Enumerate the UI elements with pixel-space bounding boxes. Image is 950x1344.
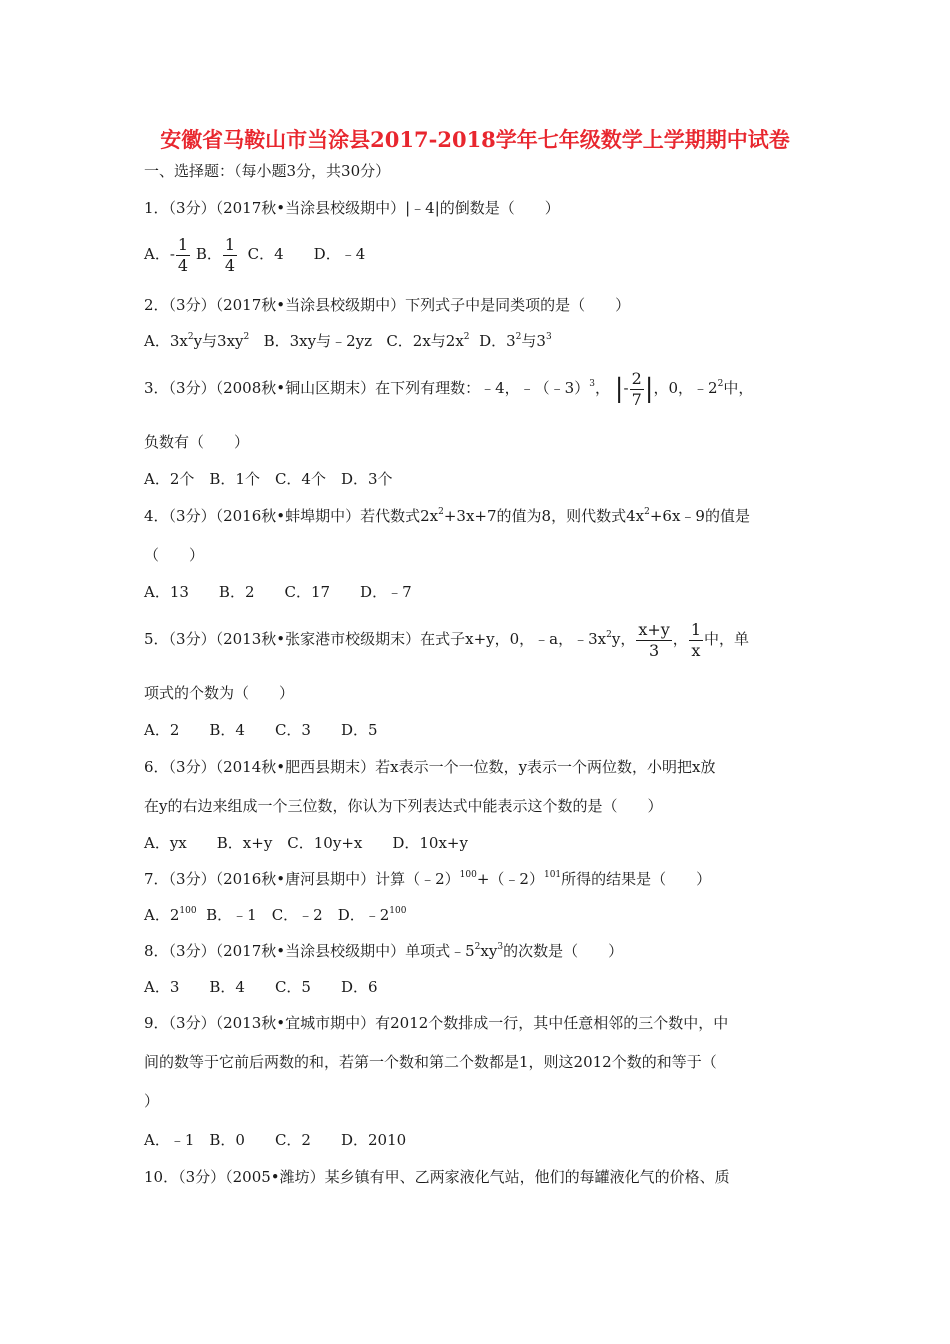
options-b-c-d: B．﹣1 C．﹣2 D．﹣2 bbox=[206, 906, 390, 924]
question-7-stem bbox=[144, 869, 711, 892]
question-6-stem-continued: 在y的右边来组成一个三位数，你认为下列表达式中能表示这个数的是（ ） bbox=[144, 797, 663, 815]
option-d-text: 与3 bbox=[521, 332, 546, 350]
exponent: 101 bbox=[543, 870, 562, 880]
fraction-one-quarter bbox=[223, 236, 237, 275]
exponent: 2 bbox=[463, 332, 470, 342]
option-b-label: B． bbox=[195, 245, 222, 263]
options-c-d: C．4 D．﹣4 bbox=[247, 245, 366, 263]
question-6-stem: 6．（3分）（2014秋•肥西县期末）若x表示一个一位数，y表示一个两位数，小明把x放 bbox=[144, 758, 716, 776]
fraction-numerator: x+y bbox=[638, 619, 670, 639]
exponent: 2 bbox=[474, 942, 481, 952]
stem-text: 5．（3分）（2013秋•张家港市校级期末）在式子x+y，0，﹣a，﹣3x bbox=[144, 630, 607, 648]
minus-sign: - bbox=[623, 379, 629, 397]
question-5-options: A．2 B．4 C．3 D．5 bbox=[144, 721, 378, 739]
stem-text: 7．（3分）（2016秋•唐河县期中）计算（﹣2） bbox=[144, 870, 460, 888]
question-10-stem: 10．（3分）（2005•潍坊）某乡镇有甲、乙两家液化气站，他们的每罐液化气的价格、质 bbox=[144, 1168, 730, 1186]
option-d-text: D．3 bbox=[479, 332, 516, 350]
fraction-one-quarter bbox=[176, 236, 190, 275]
question-5-stem: 5．（3分）（2013秋•张家港市校级期末）在式子x+y，0，﹣a，$﹣3x^2y$， $\frac{x+y}{3}$ ， $\frac{1}{x}$ 中，单 bbox=[144, 619, 750, 660]
question-9-options: A．﹣1 B．0 C．2 D．2010 bbox=[144, 1131, 407, 1149]
minus-sign: - bbox=[169, 245, 175, 263]
exponent: 2 bbox=[515, 332, 522, 342]
fraction-two-sevenths bbox=[630, 370, 644, 409]
question-4-stem bbox=[144, 506, 750, 529]
exponent: 3 bbox=[545, 332, 552, 342]
fraction-denominator: x bbox=[691, 640, 701, 660]
stem-text: 中，单 bbox=[704, 630, 750, 648]
question-7-options bbox=[144, 905, 406, 928]
stem-text: xy bbox=[480, 942, 498, 960]
question-2-stem: 2．（3分）（2017秋•当涂县校级期中）下列式子中是同类项的是（ ） bbox=[144, 296, 631, 314]
question-9-stem-continued: 间的数等于它前后两数的和，若第一个数和第二个数都是1，则这2012个数的和等于（ bbox=[144, 1053, 717, 1071]
option-a-text: A．3x bbox=[144, 332, 188, 350]
fraction-numerator: 1 bbox=[224, 234, 236, 254]
stem-text: +6x﹣9的值是 bbox=[649, 507, 750, 525]
question-8-options: A．3 B．4 C．5 D．6 bbox=[144, 978, 378, 996]
option-a-label: A． bbox=[144, 245, 170, 263]
question-1-stem: 1．（3分）（2017秋•当涂县校级期中）|﹣4|的倒数是（ ） bbox=[144, 199, 560, 217]
fraction-denominator: 3 bbox=[648, 640, 660, 660]
question-8-stem bbox=[144, 941, 623, 964]
question-5-stem-continued: 项式的个数为（ ） bbox=[144, 684, 295, 702]
exponent: 2 bbox=[438, 507, 444, 517]
stem-text: 所得的结果是（ ） bbox=[561, 870, 712, 888]
fraction-denominator: 4 bbox=[224, 255, 236, 275]
stem-text: ，0，﹣2 bbox=[653, 379, 718, 397]
question-6-options: A．yx B．x+y C．10y+x D．10x+y bbox=[144, 834, 468, 852]
exponent: 100 bbox=[389, 906, 407, 916]
exponent: 2 bbox=[243, 332, 250, 342]
question-2-options bbox=[144, 331, 552, 354]
fraction-one-over-x bbox=[689, 621, 703, 660]
stem-text: +（﹣2） bbox=[476, 870, 544, 888]
section-heading: 一、选择题：（每小题3分，共30分） bbox=[144, 162, 391, 180]
question-3-stem-continued: 负数有（ ） bbox=[144, 433, 250, 451]
exponent: 2 bbox=[187, 332, 194, 342]
question-9-stem: 9．（3分）（2013秋•宜城市期中）有2012个数排成一行，其中任意相邻的三个数中，中 bbox=[144, 1014, 729, 1032]
fraction-denominator: 4 bbox=[177, 255, 189, 275]
question-3-stem: 3．（3分）（2008秋•铜山区期末）在下列有理数：﹣4，﹣（﹣3）$^3$， |- $\frac{2}{7}$ |，0，$﹣2^2$中， bbox=[144, 366, 753, 413]
question-1-options bbox=[144, 232, 365, 276]
exponent: 2 bbox=[606, 630, 612, 640]
option-b-text: B．3xy与﹣2yz bbox=[263, 332, 372, 350]
question-4-options: A．13 B．2 C．17 D．﹣7 bbox=[144, 583, 412, 601]
option-c-text: C．2x与2x bbox=[386, 332, 464, 350]
exponent: 2 bbox=[644, 507, 650, 517]
fraction-numerator: 1 bbox=[690, 619, 701, 639]
fraction-numerator: 1 bbox=[177, 234, 189, 254]
stem-text: 3．（3分）（2008秋•铜山区期末）在下列有理数：﹣4，﹣（﹣3） bbox=[144, 379, 590, 397]
question-4-stem-continued: （ ） bbox=[144, 546, 205, 564]
fraction-denominator: 7 bbox=[631, 389, 642, 409]
page-title: 安徽省马鞍山市当涂县2017-2018学年七年级数学上学期期中试卷 bbox=[160, 127, 790, 152]
fraction-x-plus-y-over-3 bbox=[636, 621, 671, 660]
question-9-stem-continued-2: ） bbox=[144, 1092, 160, 1110]
exponent: 100 bbox=[459, 870, 477, 880]
stem-text: 的次数是（ ） bbox=[503, 942, 624, 960]
stem-text: 8．（3分）（2017秋•当涂县校级期中）单项式﹣5 bbox=[144, 942, 475, 960]
option-a-text: A．2 bbox=[144, 906, 180, 924]
absolute-bar-right: | bbox=[644, 374, 654, 404]
option-a-text: y与3xy bbox=[193, 332, 244, 350]
exponent: 100 bbox=[179, 906, 197, 916]
absolute-bar-left: | bbox=[614, 374, 624, 404]
stem-text: 中， bbox=[723, 379, 754, 397]
exponent: 3 bbox=[497, 942, 504, 952]
fraction-numerator: 2 bbox=[631, 368, 642, 388]
stem-text: +3x+7的值为8，则代数式4x bbox=[443, 507, 645, 525]
stem-text: 4．（3分）（2016秋•蚌埠期中）若代数式2x bbox=[144, 507, 439, 525]
question-3-options: A．2个 B．1个 C．4个 D．3个 bbox=[144, 470, 393, 488]
exponent: 2 bbox=[717, 379, 724, 389]
exponent: 3 bbox=[589, 379, 595, 389]
stem-text: y， bbox=[611, 630, 636, 648]
